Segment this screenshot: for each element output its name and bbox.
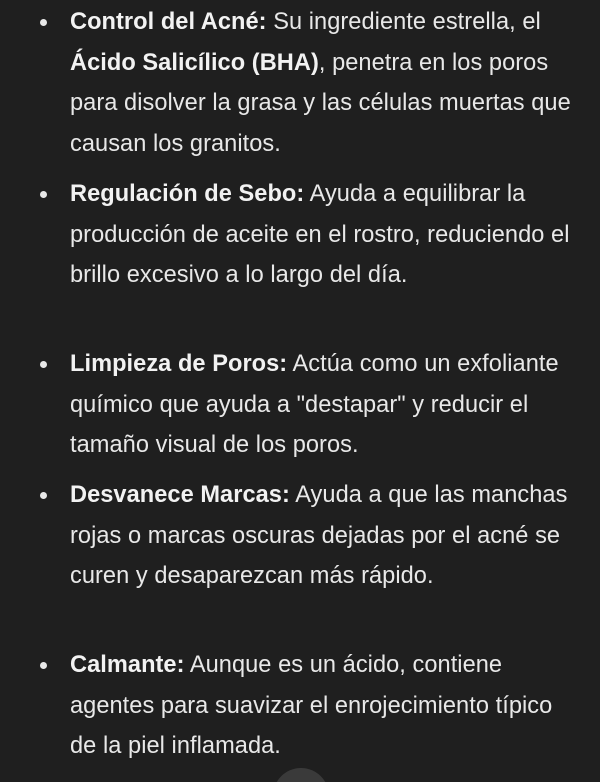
item-text: Actúa como un exfoliante químico que ayuda a "destapar" y reducir el tamaño visual de los poros.	[70, 351, 559, 458]
item-text: Ayuda a que las manchas rojas o marcas oscuras dejadas por el acné se curen y desaparezcan más rápido.	[70, 482, 568, 589]
item-text: , penetra en los poros para disolver la grasa y las células muertas que causan los granitos.	[70, 49, 571, 157]
item-text: Ayuda a equilibrar la producción de aceite en el rostro, reduciendo el brillo excesivo a lo largo del día.	[70, 181, 570, 288]
bullet-icon	[40, 361, 47, 368]
list-item	[0, 2, 600, 164]
item-label: Regulación de Sebo:	[70, 181, 305, 207]
item-label: Desvanece Marcas:	[70, 482, 290, 508]
item-text: Su ingrediente estrella, el	[266, 9, 541, 35]
item-label: Calmante:	[70, 652, 185, 678]
bullet-icon	[40, 662, 47, 669]
item-emphasis: Ácido Salicílico (BHA)	[70, 49, 319, 76]
scroll-down-button[interactable]	[273, 768, 329, 782]
list-item	[0, 344, 600, 466]
bullet-icon	[40, 492, 47, 499]
list-item	[0, 475, 600, 597]
bullet-icon	[40, 191, 47, 198]
list-item	[0, 645, 600, 767]
bullet-icon	[40, 19, 47, 26]
list-item	[0, 174, 600, 296]
item-label: Control del Acné:	[70, 9, 267, 35]
item-label: Limpieza de Poros:	[70, 351, 288, 377]
item-text: Aunque es un ácido, contiene agentes para suavizar el enrojecimiento típico de la piel inflamada.	[70, 652, 553, 759]
